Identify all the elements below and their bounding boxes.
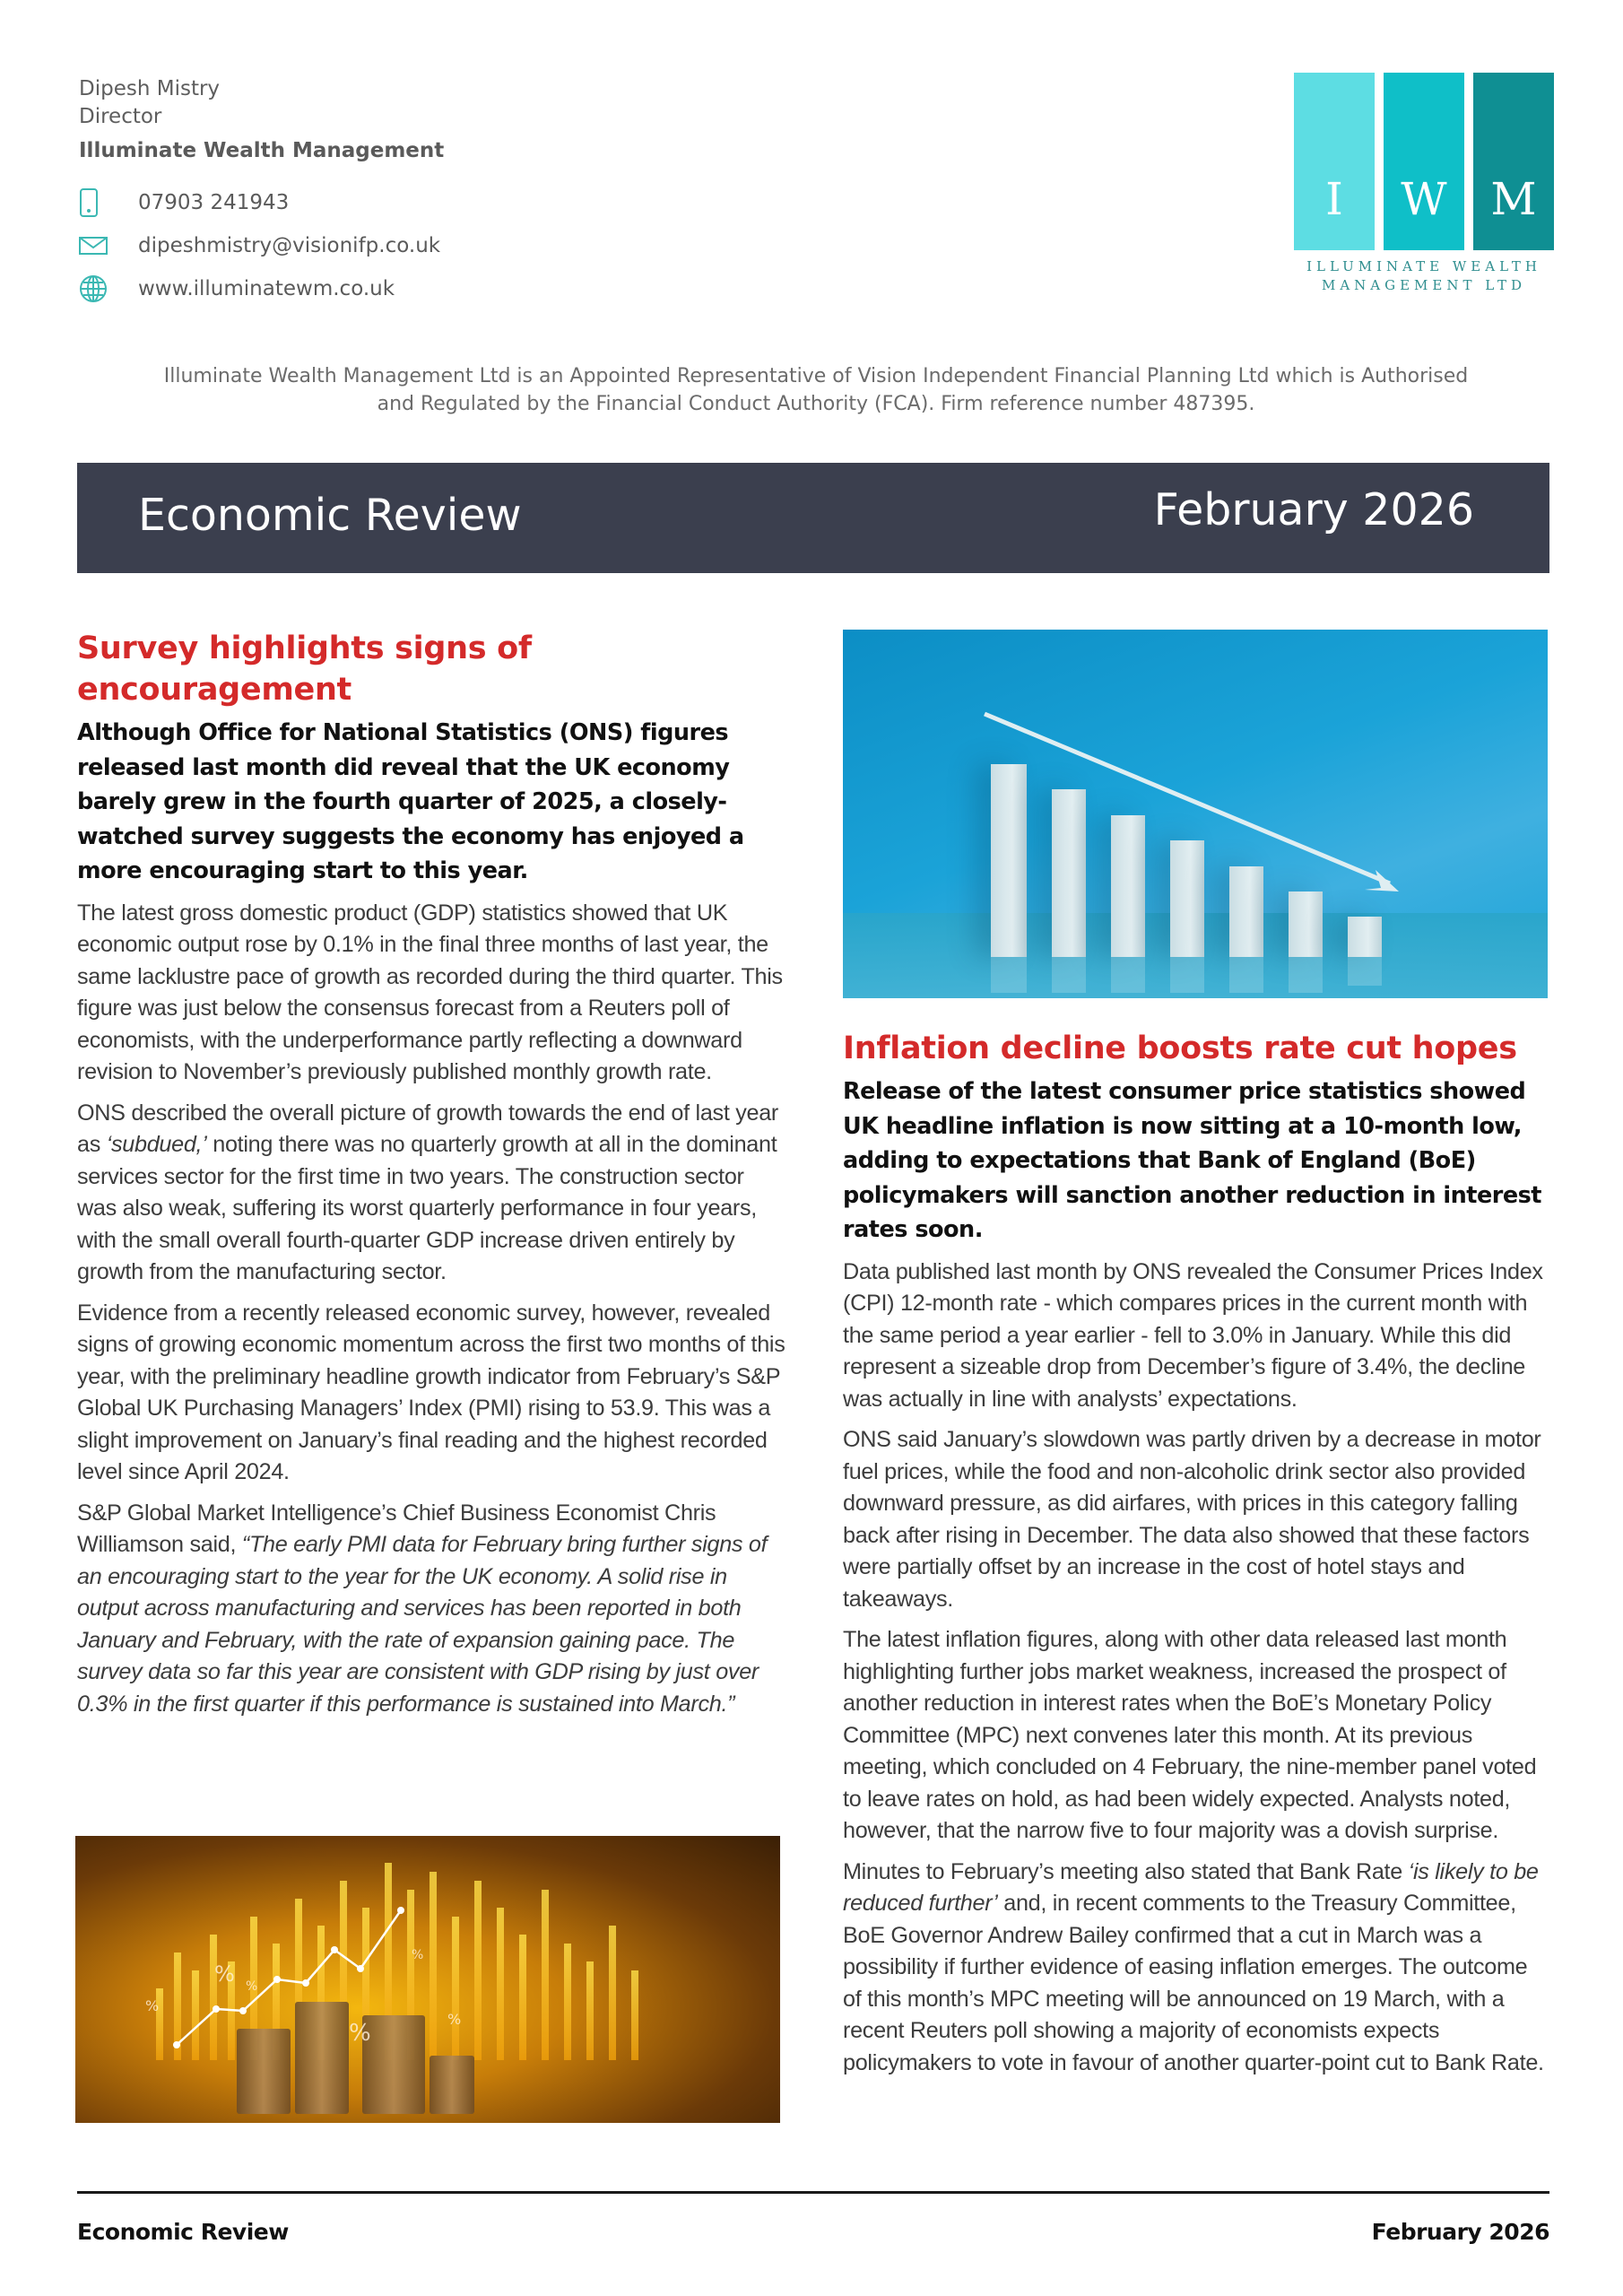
logo-letter-w: W xyxy=(1384,73,1464,250)
percent-label: % xyxy=(214,1961,235,1987)
footer-title: Economic Review xyxy=(77,2219,289,2245)
downward-arrow-icon xyxy=(843,630,1548,998)
contact-block xyxy=(79,75,707,310)
logo-letter-i: I xyxy=(1294,73,1375,250)
article-inflation-paragraph-2: ONS said January’s slowdown was partly driven by a decrease in motor fuel prices, while the food and non-alcoholic drink sector also provided downward pressure, as did airfares, with prices in this category falling back after rising in December. The data also showed that these factors were partially offset by an increase in the cost of hotel stays and takeaways. xyxy=(843,1427,1541,1612)
contact-phone[interactable] xyxy=(79,181,707,224)
disclaimer-line2: and Regulated by the Financial Conduct Authority (FCA). Firm reference number 487395. xyxy=(377,393,1255,415)
footer-divider xyxy=(77,2191,1549,2194)
page-title: Economic Review xyxy=(138,490,522,541)
issue-date: February 2026 xyxy=(1153,484,1474,535)
regulatory-disclaimer xyxy=(72,362,1560,418)
contact-website[interactable] xyxy=(79,267,707,310)
article-inflation-headline: Inflation decline boosts rate cut hopes xyxy=(843,1031,1517,1066)
article-survey-paragraph-4: S&P Global Market Intelligence’s Chief Business Economist Chris Williamson said, “The early PMI data for February bring further signs of an encouraging start to the year for the UK economy. A solid rise in output across manufacturing and services has been reported in both January and February, with the rate of expansion gaining pace. The survey data so far this year are consistent with GDP rising by just over 0.3% in the first quarter if this performance is sustained into March.” xyxy=(77,1500,768,1717)
percent-label: % xyxy=(447,2011,462,2028)
declining-bar-chart-image xyxy=(843,630,1548,998)
contact-email[interactable] xyxy=(79,224,707,267)
article-survey-paragraph-3: Evidence from a recently released economic survey, however, revealed signs of growing economic momentum across the first two months of this year, with the preliminary headline growth indicator from February’s S&P Global UK Purchasing Managers’ Index (PMI) rising to 53.9. This was a slight improvement on January’s final reading and the highest recorded level since April 2024. xyxy=(77,1300,785,1484)
contact-email-text: dipeshmistry@visionifp.co.uk xyxy=(138,234,441,257)
article-inflation-paragraph-3: The latest inflation figures, along with other data released last month highlighting further jobs market weakness, increased the prospect of another reduction in interest rates when the BoE’s Monetary Policy Committee (MPC) next convenes later this month. At its previous meeting, which concluded on 4 February, the nine-member panel voted to leave rates on hold, as had been widely expected. Analysts noted, however, that the narrow five to four majority was a dovish surprise. xyxy=(843,1627,1537,1843)
title-banner xyxy=(77,463,1549,573)
article-survey-headline: Survey highlights signs of encouragement xyxy=(77,631,532,708)
percent-label: % xyxy=(412,1948,424,1962)
contact-website-text: www.illuminatewm.co.uk xyxy=(138,277,395,300)
article-inflation-paragraph-4: Minutes to February’s meeting also stated that Bank Rate ‘is likely to be reduced further’ and, in recent comments to the Treasury Committee, BoE Governor Andrew Bailey confirmed that a cut in March was a possibility if further evidence of easing inflation emerges. The outcome of this month’s MPC meeting will be announced on 19 March, with a recent Reuters poll showing a majority of economists expects policymakers to vote in favour of another quarter-point cut to Bank Rate. xyxy=(843,1858,1544,2075)
article-inflation-lede: Release of the latest consumer price statistics showed UK headline inflation is now sitting at a 10-month low, adding to expectations that Bank of England (BoE) policymakers will sanction another reduction in interest rates soon. xyxy=(843,1078,1541,1243)
logo-text-line1: ILLUMINATE WEALTH xyxy=(1306,258,1541,274)
article-inflation xyxy=(843,1028,1551,2079)
logo-text-line2: MANAGEMENT LTD xyxy=(1321,277,1527,293)
article-survey-paragraph-2: ONS described the overall picture of growth towards the end of last year as ‘subdued,’ noting there was no quarterly growth at all in the dominant services sector for the first time in two years. The construction sector was also weak, suffering its worst quarterly performance in four years, with the small overall fourth-quarter GDP increase driven entirely by growth from the manufacturing sector. xyxy=(77,1100,779,1284)
contact-role: Director xyxy=(79,105,162,128)
envelope-icon xyxy=(79,236,138,256)
globe-icon xyxy=(79,274,138,303)
contact-company: Illuminate Wealth Management xyxy=(79,139,445,162)
rising-line-icon xyxy=(75,1836,780,2123)
article-inflation-paragraph-1: Data published last month by ONS revealed the Consumer Prices Index (CPI) 12-month rate - which compares prices in the current month with the same period a year earlier - fell to 3.0% in January. While this did represent a sizeable drop from December’s figure of 3.4%, the decline was actually in line with analysts’ expectations. xyxy=(843,1258,1543,1412)
contact-name: Dipesh Mistry xyxy=(79,77,221,100)
percent-label: % xyxy=(349,2020,371,2047)
footer-date: February 2026 xyxy=(1371,2219,1549,2245)
growth-chart-coins-image xyxy=(75,1836,780,2123)
disclaimer-line1: Illuminate Wealth Management Ltd is an Appointed Representative of Vision Independent Financial Planning Ltd which is Authorised xyxy=(163,365,1469,387)
mobile-phone-icon xyxy=(79,187,138,218)
logo-letter-m: M xyxy=(1473,73,1554,250)
article-survey-paragraph-1: The latest gross domestic product (GDP) statistics showed that UK economic output rose by 0.1% in the final three months of last year, the same lacklustre pace of growth as recorded during the third quarter. This figure was just below the consensus forecast from a Reuters poll of economists, with the underperformance partly reflecting a downward revision to November’s previously published monthly growth rate. xyxy=(77,900,783,1084)
company-logo xyxy=(1294,73,1554,295)
article-survey xyxy=(77,628,787,1720)
percent-label: % xyxy=(246,1979,258,1994)
percent-label: % xyxy=(145,1997,160,2014)
contact-phone-text: 07903 241943 xyxy=(138,191,290,214)
article-survey-lede: Although Office for National Statistics (ONS) figures released last month did reveal that the UK economy barely grew in the fourth quarter of 2025, a closely-watched survey suggests the economy has enjoyed a more encouraging start to this year. xyxy=(77,719,744,884)
